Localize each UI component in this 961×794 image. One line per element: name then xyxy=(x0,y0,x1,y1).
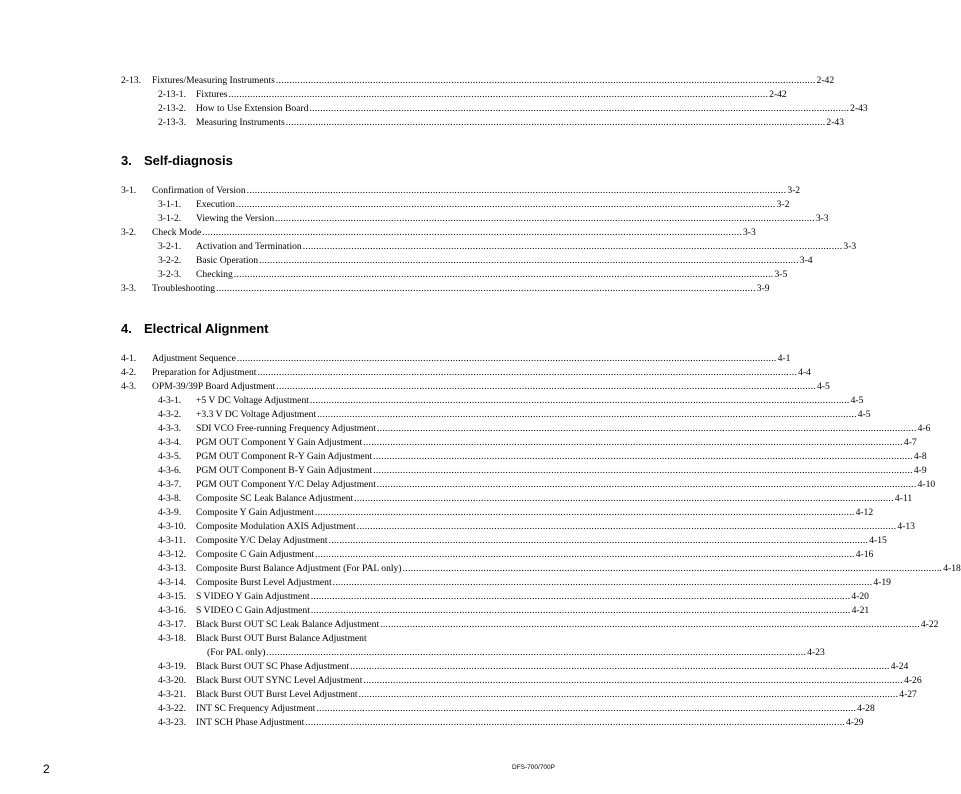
toc-entry-number: 4-3-19. xyxy=(158,661,186,672)
toc-entry-number: 4-3-14. xyxy=(158,577,186,588)
dot-leader: ........................................................................................................................................................................................................ xyxy=(363,437,903,448)
toc-entry-number: 4-3-18. xyxy=(158,633,186,644)
dot-leader: ........................................................................................................................................................................................................ xyxy=(317,409,857,420)
toc-entry-number: 3-2. xyxy=(121,227,137,238)
toc-entry-page: 2-43 xyxy=(826,117,845,128)
toc-entry-title: Measuring Instruments xyxy=(196,117,285,128)
dot-leader: ........................................................................................................................................................................................................ xyxy=(228,89,769,100)
toc-entry-page: 4-5 xyxy=(850,395,864,406)
toc-entry-title: +3.3 V DC Voltage Adjustment xyxy=(196,409,317,420)
toc-entry-number: 4-3-22. xyxy=(158,703,186,714)
toc-entry-title: PGM OUT Component R-Y Gain Adjustment xyxy=(196,451,373,462)
dot-leader: ........................................................................................................................................................................................................ xyxy=(358,689,899,700)
toc-entry-title: +5 V DC Voltage Adjustment xyxy=(196,395,309,406)
dot-leader: ........................................................................................................................................................................................................ xyxy=(354,493,894,504)
toc-entry-page: 4-15 xyxy=(869,535,887,546)
toc-entry-title: Preparation for Adjustment xyxy=(152,367,257,378)
toc-entry xyxy=(0,632,462,646)
toc-entry-page: 4-18 xyxy=(943,563,961,574)
toc-entry-title: Composite Y/C Delay Adjustment xyxy=(196,535,328,546)
dot-leader: ........................................................................................................................................................................................................ xyxy=(315,549,855,560)
toc-entry-number: 4-3-3. xyxy=(158,423,182,434)
toc-entry-title: Black Burst OUT Burst Level Adjustment xyxy=(196,689,358,700)
dot-leader: ........................................................................................................................................................................................................ xyxy=(266,647,807,658)
toc-entry-page: 3-2 xyxy=(787,185,801,196)
toc-entry xyxy=(0,506,874,520)
toc-entry-number: 3-1. xyxy=(121,185,137,196)
section-number: 4. xyxy=(121,321,132,336)
dot-leader: ........................................................................................................................................................................................................ xyxy=(309,103,850,114)
toc-entry-number: 4-3-17. xyxy=(158,619,186,630)
toc-entry-number: 4-3-11. xyxy=(158,535,186,546)
toc-entry xyxy=(0,478,936,492)
toc-entry xyxy=(0,520,915,534)
toc-entry-page: 4-5 xyxy=(817,381,830,392)
toc-entry-title: How to Use Extension Board xyxy=(196,103,309,114)
toc-entry-title: Viewing the Version xyxy=(196,213,275,224)
toc-entry-page: 4-20 xyxy=(851,591,869,602)
dot-leader: ........................................................................................................................................................................................................ xyxy=(314,507,855,518)
toc-entry-title: Black Burst OUT SC Phase Adjustment xyxy=(196,661,350,672)
toc-entry xyxy=(0,660,909,674)
toc-entry xyxy=(0,590,869,604)
toc-entry xyxy=(0,436,917,450)
section-title: Self-diagnosis xyxy=(144,153,233,168)
toc-entry-number: 4-3-2. xyxy=(158,409,182,420)
dot-leader: ........................................................................................................................................................................................................ xyxy=(246,185,787,196)
toc-entry-page: 4-28 xyxy=(857,703,875,714)
dot-leader: ........................................................................................................................................................................................................ xyxy=(233,269,774,280)
toc-entry-title: Composite Burst Balance Adjustment (For PAL only) xyxy=(196,563,402,574)
dot-leader: ........................................................................................................................................................................................................ xyxy=(202,227,742,238)
toc-entry-title: PGM OUT Component Y Gain Adjustment xyxy=(196,437,363,448)
toc-entry-page: 4-8 xyxy=(913,451,927,462)
toc-entry-number: 4-3-15. xyxy=(158,591,186,602)
toc-entry-page: 4-1 xyxy=(777,353,791,364)
dot-leader: ........................................................................................................................................................................................................ xyxy=(302,241,843,252)
dot-leader: ........................................................................................................................................................................................................ xyxy=(285,117,826,128)
toc-entry-page: 4-11 xyxy=(894,493,913,504)
toc-entry-number: 4-3-10. xyxy=(158,521,186,532)
dot-leader: ........................................................................................................................................................................................................ xyxy=(373,451,913,462)
toc-entry xyxy=(0,618,939,632)
toc-entry xyxy=(0,702,875,716)
toc-entry xyxy=(0,716,864,730)
toc-entry-number: 4-3-12. xyxy=(158,549,186,560)
toc-entry-title: OPM-39/39P Board Adjustment xyxy=(152,381,276,392)
toc-entry-title: Black Burst OUT SYNC Level Adjustment xyxy=(196,675,363,686)
toc-entry-page: 4-19 xyxy=(873,577,891,588)
toc-entry-page: 2-42 xyxy=(816,75,835,86)
toc-entry-number: 4-3-20. xyxy=(158,675,186,686)
toc-entry xyxy=(0,604,870,618)
toc-entry-title: SDI VCO Free-running Frequency Adjustment xyxy=(196,423,376,434)
toc-entry-page: 4-23 xyxy=(807,647,825,658)
toc-entry xyxy=(0,282,770,296)
toc-entry xyxy=(0,254,813,268)
toc-entry-number: 4-3-8. xyxy=(158,493,182,504)
dot-leader: ........................................................................................................................................................................................................ xyxy=(328,535,869,546)
toc-entry-title: INT SCH Phase Adjustment xyxy=(196,717,305,728)
toc-entry-page: 3-5 xyxy=(774,269,788,280)
toc-entry-number: 3-3. xyxy=(121,283,137,294)
toc-entry-number: 4-3. xyxy=(121,381,137,392)
dot-leader: ........................................................................................................................................................................................................ xyxy=(216,283,756,294)
toc-entry-page: 4-24 xyxy=(890,661,909,672)
toc-entry-title: PGM OUT Component B-Y Gain Adjustment xyxy=(196,465,373,476)
toc-entry xyxy=(0,184,801,198)
toc-entry xyxy=(0,464,927,478)
toc-entry xyxy=(0,674,922,688)
toc-entry-title: S VIDEO Y Gain Adjustment xyxy=(196,591,310,602)
toc-entry xyxy=(0,352,791,366)
toc-entry xyxy=(0,240,857,254)
toc-entry-number: 2-13-2. xyxy=(158,103,186,114)
dot-leader: ........................................................................................................................................................................................................ xyxy=(363,675,904,686)
dot-leader: ........................................................................................................................................................................................................ xyxy=(332,577,873,588)
toc-entry-title: Composite Modulation AXIS Adjustment xyxy=(196,521,356,532)
toc-entry-title: Fixtures xyxy=(196,89,228,100)
toc-entry-number: 4-1. xyxy=(121,353,137,364)
toc-entry xyxy=(0,422,931,436)
toc-entry xyxy=(0,646,825,660)
toc-entry-number: 4-3-13. xyxy=(158,563,186,574)
toc-entry-number: 3-1-1. xyxy=(158,199,182,210)
dot-leader: ........................................................................................................................................................................................................ xyxy=(309,395,850,406)
dot-leader: ........................................................................................................................................................................................................ xyxy=(305,717,845,728)
dot-leader: ........................................................................................................................................................................................................ xyxy=(235,199,776,210)
toc-entry xyxy=(0,688,917,702)
dot-leader: ........................................................................................................................................................................................................ xyxy=(316,703,857,714)
toc-entry xyxy=(0,562,961,576)
toc-entry-number: 4-3-4. xyxy=(158,437,182,448)
toc-entry-title: Activation and Termination xyxy=(196,241,302,252)
toc-entry-page: 4-7 xyxy=(903,437,917,448)
toc-entry-title: Composite Y Gain Adjustment xyxy=(196,507,314,518)
dot-leader: ........................................................................................................................................................................................................ xyxy=(356,521,897,532)
toc-entry-page: 4-6 xyxy=(917,423,931,434)
toc-entry-title: Execution xyxy=(196,199,235,210)
toc-entry xyxy=(0,492,913,506)
toc-entry-number: 4-3-23. xyxy=(158,717,186,728)
dot-leader: ........................................................................................................................................................................................................ xyxy=(350,661,890,672)
toc-entry-page: 3-4 xyxy=(799,255,813,266)
toc-entry-page: 3-3 xyxy=(742,227,756,238)
toc-entry-title: Checking xyxy=(196,269,233,280)
toc-entry-number: 4-3-9. xyxy=(158,507,182,518)
toc-entry xyxy=(0,380,830,394)
toc-entry-number: 2-13. xyxy=(121,75,141,86)
toc-entry-number: 4-3-7. xyxy=(158,479,182,490)
toc-entry-page: 4-13 xyxy=(897,521,915,532)
toc-entry-number: 2-13-1. xyxy=(158,89,186,100)
toc-entry-page: 2-42 xyxy=(769,89,787,100)
toc-entry-page: 3-9 xyxy=(756,283,770,294)
toc-entry-number: 3-1-2. xyxy=(158,213,182,224)
toc-entry-page: 4-4 xyxy=(798,367,811,378)
section-number: 3. xyxy=(121,153,132,168)
section-heading xyxy=(121,321,269,336)
toc-entry-title: Adjustment Sequence xyxy=(152,353,236,364)
toc-entry-page: 4-22 xyxy=(920,619,939,630)
toc-entry-number: 2-13-3. xyxy=(158,117,186,128)
toc-entry-title: INT SC Frequency Adjustment xyxy=(196,703,316,714)
toc-entry-title: Composite C Gain Adjustment xyxy=(196,549,315,560)
toc-entry-number: 4-3-16. xyxy=(158,605,186,616)
toc-entry-title: (For PAL only) xyxy=(207,647,266,658)
toc-entry-number: 3-2-1. xyxy=(158,241,182,252)
toc-entry xyxy=(0,212,829,226)
toc-entry xyxy=(0,576,891,590)
toc-entry xyxy=(0,88,787,102)
section-title: Electrical Alignment xyxy=(144,321,269,336)
toc-entry-page: 3-3 xyxy=(843,241,857,252)
toc-entry-page: 2-43 xyxy=(850,103,868,114)
toc-entry xyxy=(0,268,788,282)
toc-entry-title: Troubleshooting xyxy=(152,283,216,294)
toc-entry-title: Black Burst OUT SC Leak Balance Adjustment xyxy=(196,619,380,630)
toc-entry-number: 3-2-3. xyxy=(158,269,182,280)
toc-entry-number: 4-2. xyxy=(121,367,137,378)
toc-entry-page: 4-21 xyxy=(851,605,870,616)
toc-entry-title: Fixtures/Measuring Instruments xyxy=(152,75,275,86)
toc-entry-page: 4-12 xyxy=(855,507,874,518)
toc-entry-number: 4-3-1. xyxy=(158,395,182,406)
toc-entry-title: Check Mode xyxy=(152,227,202,238)
toc-entry xyxy=(0,198,790,212)
dot-leader: ........................................................................................................................................................................................................ xyxy=(373,465,913,476)
toc-entry xyxy=(0,548,874,562)
toc-entry-page: 4-26 xyxy=(904,675,922,686)
toc-entry-page: 4-16 xyxy=(855,549,874,560)
toc-entry-title: Composite SC Leak Balance Adjustment xyxy=(196,493,354,504)
toc-entry xyxy=(0,116,845,130)
toc-entry-title: Confirmation of Version xyxy=(152,185,246,196)
dot-leader: ........................................................................................................................................................................................................ xyxy=(376,479,917,490)
toc-entry xyxy=(0,450,927,464)
toc-entry xyxy=(0,394,864,408)
toc-entry-title: Composite Burst Level Adjustment xyxy=(196,577,332,588)
toc-entry xyxy=(0,408,871,422)
dot-leader: ........................................................................................................................................................................................................ xyxy=(257,367,798,378)
toc-entry-page: 4-10 xyxy=(917,479,936,490)
toc-entry xyxy=(0,366,811,380)
toc-entry-page: 3-3 xyxy=(815,213,829,224)
toc-entry-title: Basic Operation xyxy=(196,255,259,266)
toc-entry-title: PGM OUT Component Y/C Delay Adjustment xyxy=(196,479,376,490)
toc-entry-title: Black Burst OUT Burst Balance Adjustment xyxy=(196,633,367,644)
dot-leader: ........................................................................................................................................................................................................ xyxy=(310,605,851,616)
dot-leader: ........................................................................................................................................................................................................ xyxy=(275,213,815,224)
toc-entry-page: 4-5 xyxy=(857,409,871,420)
dot-leader: ........................................................................................................................................................................................................ xyxy=(259,255,799,266)
model-code: DFS-700/700P xyxy=(512,764,555,771)
dot-leader: ........................................................................................................................................................................................................ xyxy=(376,423,917,434)
section-heading xyxy=(121,153,233,168)
toc-entry xyxy=(0,102,868,116)
toc-entry xyxy=(0,74,835,88)
page-number: 2 xyxy=(43,762,50,776)
toc-entry-page: 4-9 xyxy=(913,465,927,476)
toc-entry-number: 4-3-5. xyxy=(158,451,182,462)
toc-entry-page: 3-2 xyxy=(776,199,790,210)
dot-leader: ........................................................................................................................................................................................................ xyxy=(310,591,851,602)
toc-entry-title: S VIDEO C Gain Adjustment xyxy=(196,605,310,616)
toc-entry-page: 4-27 xyxy=(899,689,917,700)
toc-entry xyxy=(0,534,887,548)
toc-entry-number: 3-2-2. xyxy=(158,255,182,266)
dot-leader: ........................................................................................................................................................................................................ xyxy=(402,563,943,574)
toc-entry-number: 4-3-21. xyxy=(158,689,186,700)
dot-leader: ........................................................................................................................................................................................................ xyxy=(275,75,816,86)
toc-entry-number: 4-3-6. xyxy=(158,465,182,476)
dot-leader: ........................................................................................................................................................................................................ xyxy=(236,353,777,364)
dot-leader: ........................................................................................................................................................................................................ xyxy=(276,381,816,392)
toc-entry-page: 4-29 xyxy=(845,717,864,728)
toc-entry xyxy=(0,226,756,240)
dot-leader: ........................................................................................................................................................................................................ xyxy=(380,619,920,630)
